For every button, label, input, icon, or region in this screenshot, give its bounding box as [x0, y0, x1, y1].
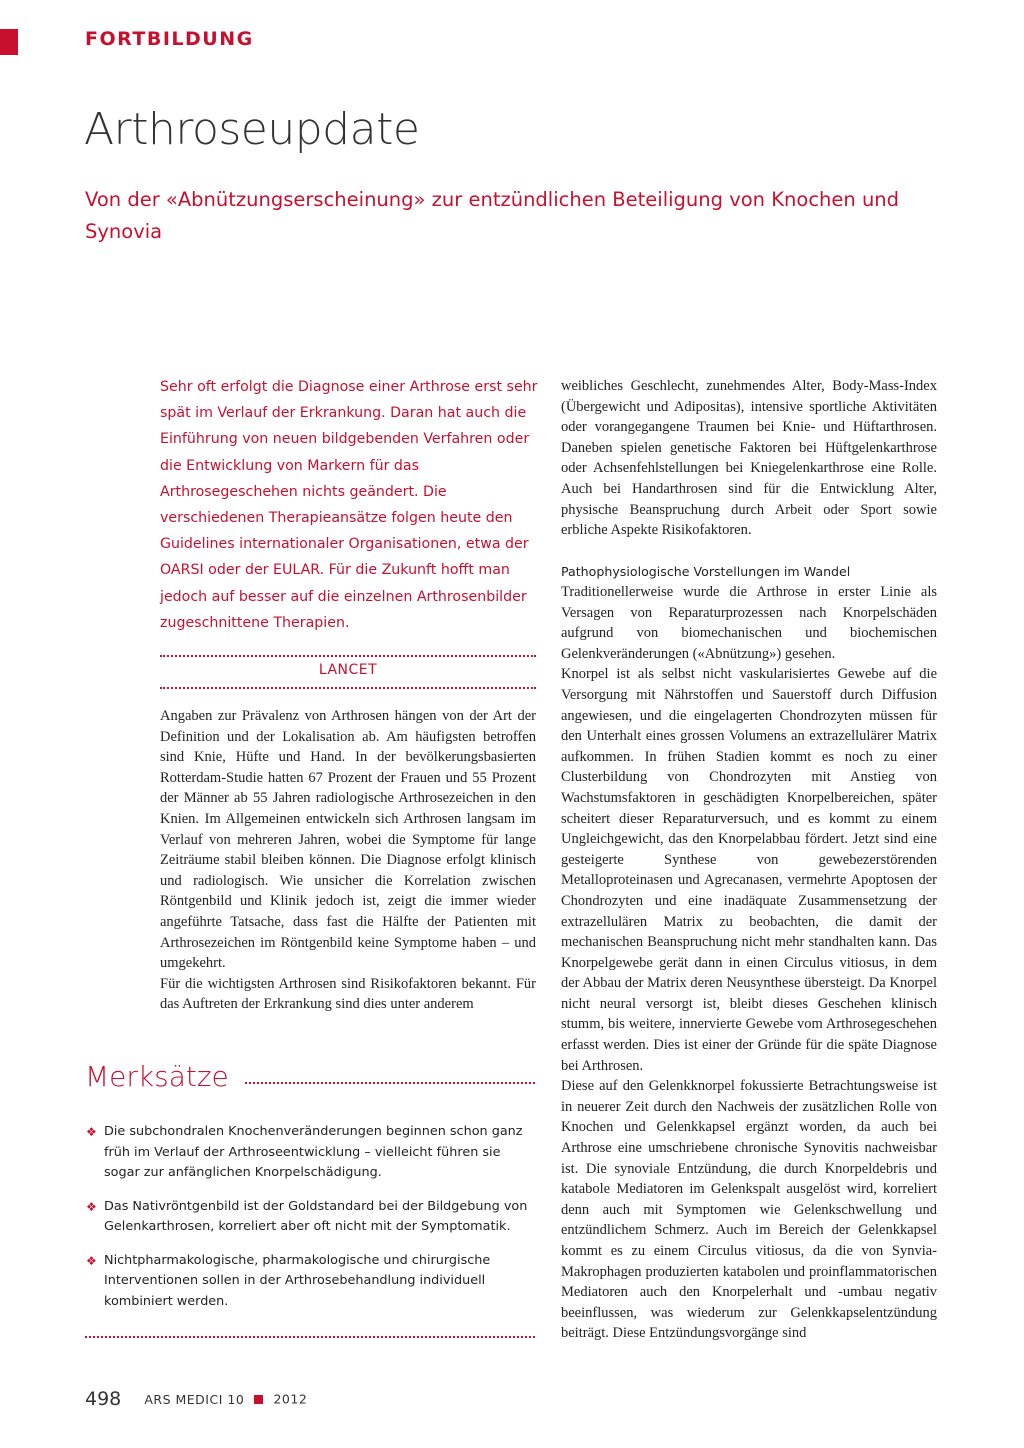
source-label: LANCET — [318, 662, 378, 678]
journal-name: ARS MEDICI 10 — [144, 1391, 245, 1407]
right-paragraph-3: Diese auf den Gelenkknorpel fokussierte Betrachtungsweise ist in neuerer Zeit durch den Nachweis der zusätzlichen Rolle von Knochen und Gelenkkapsel ergänzt worden, da auch bei Arthrose eine umschriebene chronische Synovitis nachweisbar ist. Die synoviale Entzündung, die durch Knorpeldebris und katabole Mediatoren im Gelenkspalt ausgelöst wird, korreliert denn auch mit Symptomen wie Gelenkschwellung und entzündlichem Schmerz. Auch im Bereich der Gelenkkapsel kommt es zu einem Circulus vitiosus, da die von Synvia-Makrophagen produzierten katabolen und proinflammatorischen Mediatoren auch den Knorpelerhalt und -umbau negativ beeinflussen, was wiederum zur Gelenkkapselentzündung beiträgt. Diese Entzündungsvorgänge sind — [561, 1078, 937, 1342]
right-column-main — [561, 582, 937, 1344]
merksaetze-heading: Merksätze — [85, 1060, 229, 1093]
lead-paragraph: Sehr oft erfolgt die Diagnose einer Arthrose erst sehr spät im Verlauf der Erkrankung. Daran hat auch die Einführung von neuen bildgebenden Verfahren oder die Entwicklung von Markern für das Arthrosegeschehen nichts geändert. Die verschiedenen Therapieansätze folgen heute den Guidelines internationaler Organisationen, etwa der OARSI oder der EULAR. Für die Zukunft hofft man jedoch auf besser auf die einzelnen Arthrosenbilder zugeschnittene Therapien. — [160, 379, 538, 631]
list-item-text: Nichtpharmakologische, pharmakologische und chirurgische Interventionen sollen in der Arthrosebehandlung individuell kombiniert werden. — [104, 1252, 491, 1309]
page-footer — [85, 1388, 307, 1410]
bottom-divider — [85, 1336, 535, 1338]
left-paragraph-2: Für die wichtigsten Arthrosen sind Risikofaktoren bekannt. Für das Auftreten der Erkrankung sind dies unter anderem — [160, 975, 536, 1013]
merksaetze-divider — [245, 1082, 535, 1084]
left-paragraph-1: Angaben zur Prävalenz von Arthrosen hängen von der Art der Definition und der Lokalisation ab. Am häufigsten betroffen sind Knie, Hüfte und Hand. In der bevölkerungsbasierten Rotterdam-Studie hatten 67 Prozent der Frauen und 55 Prozent der Männer ab 55 Jahren radiologische Arthrosezeichen in den Knien. Im Allgemeinen entwickeln sich Arthrosen langsam im Verlauf von mehreren Jahren, wobei die Symptome für lange Zeiträume stabil bleiben können. Die Diagnose erfolgt klinisch und radiologisch. Wie unsicher die Korrelation zwischen Röntgenbild und Klinik jedoch ist, zeigt die immer wieder angeführte Tatsache, dass fast die Hälfte der Patienten mit Arthrosezeichen im Röntgenbild keine Symptome haben – und umgekehrt. — [160, 708, 536, 972]
left-column — [160, 706, 536, 1015]
article-title: Arthroseupdate — [84, 104, 420, 155]
diamond-bullet-icon: ❖ — [86, 1199, 97, 1214]
diamond-bullet-icon: ❖ — [86, 1125, 97, 1139]
diamond-bullet-icon: ❖ — [86, 1253, 97, 1268]
list-item — [86, 1251, 536, 1313]
list-item — [86, 1197, 536, 1238]
source-divider-bottom — [160, 687, 536, 689]
right-paragraph-1: Traditionellerweise wurde die Arthrose in erster Linie als Versagen von Reparaturprozessen nach Knorpelschäden aufgrund von biomechanischen und biochemischen Gelenkveränderungen («Abnützung») gesehen. — [561, 584, 937, 662]
section-label: FORTBILDUNG — [85, 28, 254, 50]
list-item-text: Die subchondralen Knochenveränderungen beginnen schon ganz früh im Verlauf der Arthroseentwicklung – vielleicht führen sie sogar zur anfänglichen Knorpelschädigung. — [104, 1124, 523, 1180]
journal-year: 2012 — [273, 1391, 308, 1407]
list-item — [86, 1122, 536, 1184]
section-marker — [0, 29, 18, 55]
merksaetze-list — [86, 1122, 536, 1325]
article-subtitle: Von der «Abnützungserscheinung» zur entzündlichen Beteiligung von Knochen und Synovia — [85, 188, 900, 243]
list-item-text: Das Nativröntgenbild ist der Goldstandard bei der Bildgebung von Gelenkarthrosen, korreliert aber oft nicht mit der Symptomatik. — [104, 1198, 528, 1234]
section-heading: Pathophysiologische Vorstellungen im Wandel — [561, 564, 851, 579]
source-divider-top — [160, 655, 536, 657]
right-paragraph-2: Knorpel ist als selbst nicht vaskularisiertes Gewebe auf die Versorgung mit Nährstoffen und Sauerstoff durch Diffusion angewiesen, und die eingelagerten Chondrozyten müssen für den Unterhalt eines grossen Volumens an extrazellulärer Matrix aufkommen. In frühen Stadien kommt es noch zu einer Clusterbildung von Chondrozyten mit Anstieg von Wachstumsfaktoren in geschädigten Knorpelbereichen, später scheitert dieser Reparaturversuch, und es kommt zu einem Ungleichgewicht, das den Knorpelabbau fördert. Jetzt sind eine gesteigerte Synthese von gewebezerstörenden Metalloproteinasen und Agrecanasen, vermehrte Apoptosen der Chondrozyten und eine inadäquate Zusammensetzung der extrazellulären Matrix zu beobachten, die damit der mechanischen Beanspruchung nicht mehr standhalten kann. Das Knorpelgewebe gerät dann in einen Circulus vitiosus, in dem der Abbau der Matrix deren Neusynthese übersteigt. Da Knorpel nicht neural versorgt ist, bleibt dieses Geschehen klinisch stumm, bis weitere, innervierte Gewebe vom Arthrosegeschehen erfasst werden. Dies ist einer der Gründe für die späte Diagnose bei Arthrosen. — [561, 666, 937, 1074]
right-column-top: weibliches Geschlecht, zunehmendes Alter, Body-Mass-Index (Übergewicht und Adipositas), intensive sportliche Aktivitäten oder vorangegangene Traumen bei Knie- und Hüftarthrosen. Daneben spielen genetische Faktoren bei Hüftgelenkarthrose oder Achsenfehlstellungen bei Kniegelenkarthrose eine Rolle. Auch bei Handarthrosen sind für die Entwicklung Alter, physische Beanspruchung durch Arbeit oder Sport sowie erbliche Aspekte Risikofaktoren. — [561, 378, 937, 539]
square-icon — [254, 1395, 263, 1404]
page-number: 498 — [85, 1388, 122, 1410]
